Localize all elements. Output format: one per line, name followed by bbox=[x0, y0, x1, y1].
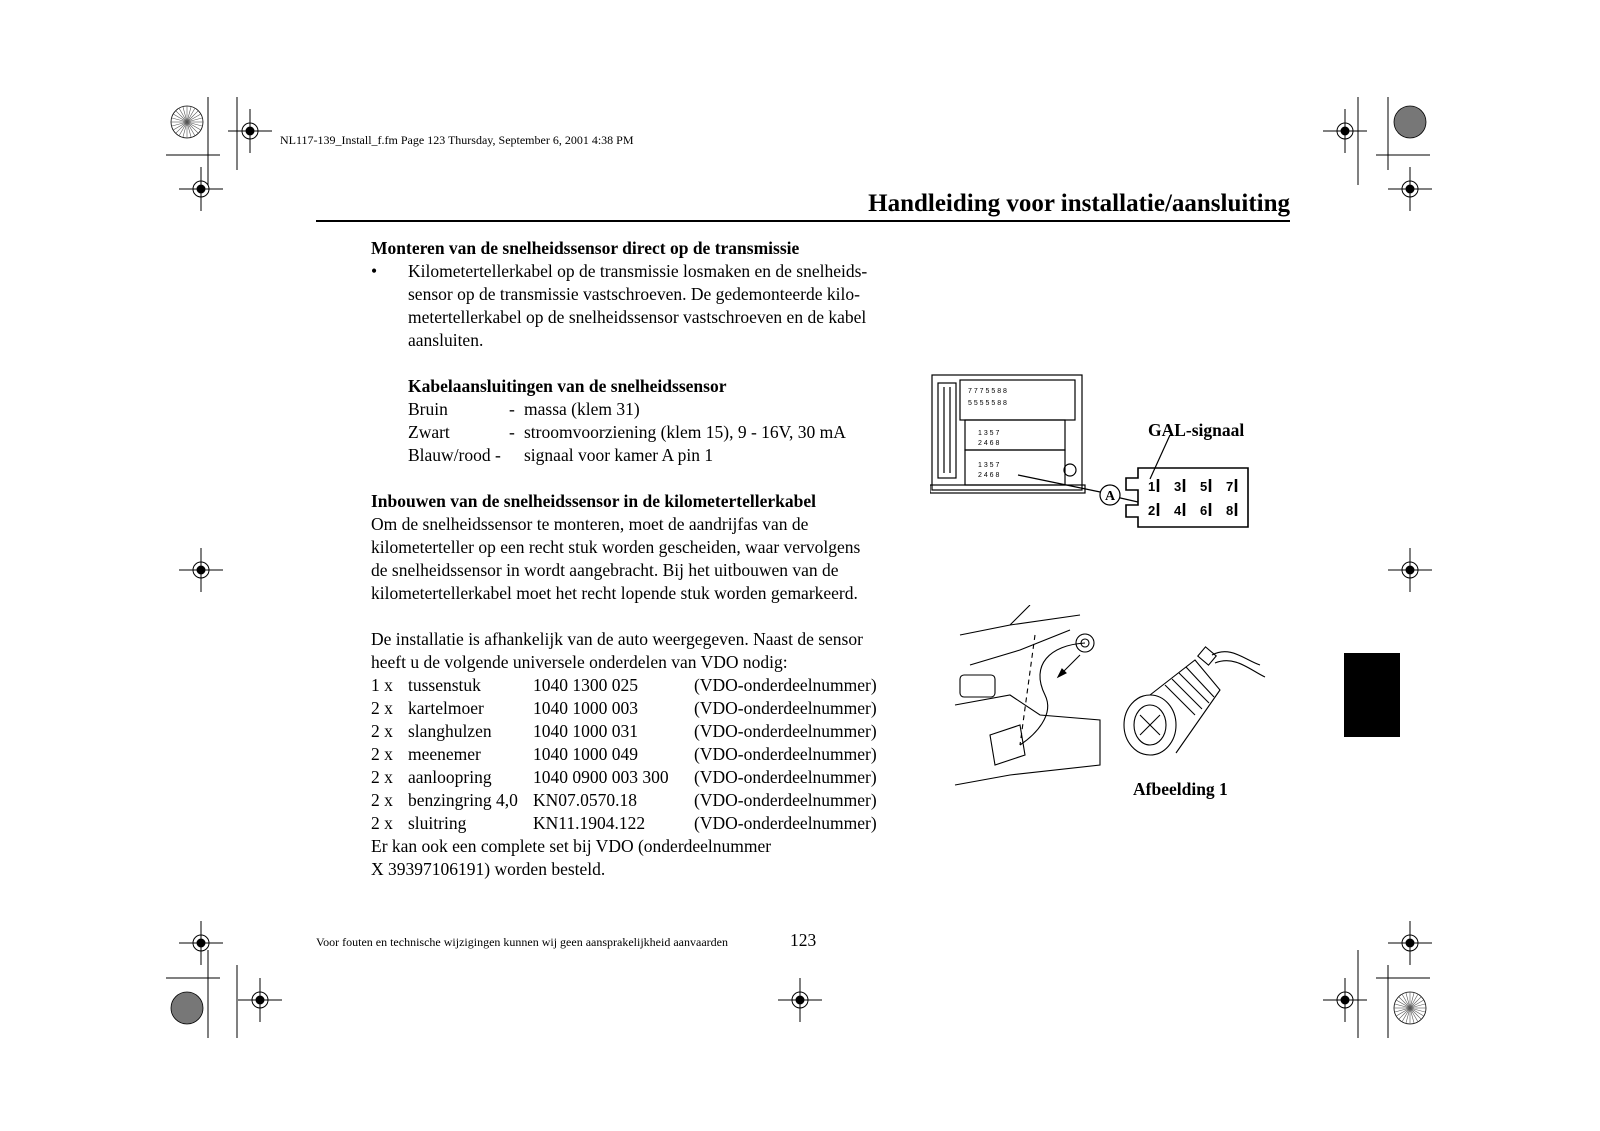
paragraph-line: kilometerteller op een recht stuk worden gescheiden, waar vervolgens bbox=[371, 537, 861, 557]
wire-desc: stroomvoorziening (klem 15), 9 - 16V, 30 mA bbox=[524, 422, 846, 442]
pin-label: 6 bbox=[1200, 503, 1208, 518]
part-note: (VDO-onderdeelnummer) bbox=[694, 813, 877, 833]
wire-color: Blauw/rood - bbox=[408, 445, 501, 465]
wire-sep bbox=[509, 444, 524, 467]
page-title: Handleiding voor installatie/aansluiting bbox=[868, 190, 1290, 217]
cable-row bbox=[408, 398, 931, 421]
paragraph-line: X 39397106191) worden besteld. bbox=[371, 859, 606, 879]
part-name: kartelmoer bbox=[408, 698, 484, 718]
pin-label: 4 bbox=[1174, 503, 1182, 518]
svg-text:1 3 5 7: 1 3 5 7 bbox=[978, 462, 1000, 469]
connector-diagram bbox=[930, 365, 1280, 545]
pin-label: 8 bbox=[1226, 503, 1234, 518]
paragraph-line: De installatie is afhankelijk van de auto weergegeven. Naast de sensor bbox=[371, 629, 863, 649]
bullet-line: sensor op de transmissie vastschroeven. De gedemonteerde kilo- bbox=[408, 284, 860, 304]
part-code: 1040 0900 003 300 bbox=[533, 767, 669, 787]
cable-row bbox=[408, 444, 931, 467]
sensor-illustration bbox=[950, 605, 1270, 805]
part-name: meenemer bbox=[408, 744, 481, 764]
part-name: tussenstuk bbox=[408, 675, 481, 695]
part-name: slanghulzen bbox=[408, 721, 492, 741]
cable-connections bbox=[408, 375, 931, 467]
svg-text:1 3 5 7: 1 3 5 7 bbox=[978, 430, 1000, 437]
part-name: aanloopring bbox=[408, 767, 492, 787]
wire-color: Zwart bbox=[408, 422, 450, 442]
footer-disclaimer: Voor fouten en technische wijzigingen kunnen wij geen aansprakelijkheid aanvaarden bbox=[316, 935, 728, 949]
paragraph-line: Om de snelheidssensor te monteren, moet de aandrijfas van de bbox=[371, 514, 809, 534]
paragraph-line: Er kan ook een complete set bij VDO (onderdeelnummer bbox=[371, 836, 772, 856]
part-code: 1040 1000 049 bbox=[533, 744, 638, 764]
part-code: 1040 1000 031 bbox=[533, 721, 638, 741]
section-heading-transmission: Monteren van de snelheidssensor direct op de transmissie bbox=[371, 238, 800, 258]
part-qty: 2 x bbox=[371, 744, 393, 764]
wire-desc: massa (klem 31) bbox=[524, 399, 640, 419]
bullet-line: Kilometertellerkabel op de transmissie losmaken en de snelheids- bbox=[408, 261, 868, 281]
part-code: KN11.1904.122 bbox=[533, 813, 646, 833]
part-note: (VDO-onderdeelnummer) bbox=[694, 790, 877, 810]
part-qty: 2 x bbox=[371, 698, 393, 718]
body-text bbox=[371, 237, 931, 881]
paragraph-line: heeft u de volgende universele onderdelen van VDO nodig: bbox=[371, 652, 788, 672]
file-slug: NL117-139_Install_f.fm Page 123 Thursday, September 6, 2001 4:38 PM bbox=[280, 133, 634, 147]
svg-text:5 5 5 5 5 8 8: 5 5 5 5 5 8 8 bbox=[968, 400, 1007, 407]
bullet-line: aansluiten. bbox=[408, 330, 484, 350]
parts-list bbox=[371, 674, 931, 835]
part-note: (VDO-onderdeelnummer) bbox=[694, 675, 877, 695]
part-qty: 2 x bbox=[371, 790, 393, 810]
wire-sep: - bbox=[509, 399, 515, 419]
cable-row bbox=[408, 421, 931, 444]
section-tab bbox=[1344, 653, 1400, 737]
wire-color: Bruin bbox=[408, 399, 448, 419]
parts-row bbox=[371, 812, 931, 835]
bullet-dot: • bbox=[371, 261, 378, 281]
part-note: (VDO-onderdeelnummer) bbox=[694, 767, 877, 787]
pin-label: 3 bbox=[1174, 479, 1182, 494]
bullet-line: metertellerkabel op de snelheidssensor vastschroeven en de kabel bbox=[408, 307, 867, 327]
part-qty: 2 x bbox=[371, 813, 393, 833]
marker-a: A bbox=[1104, 489, 1116, 504]
paragraph-line: kilometertellerkabel moet het recht lopende stuk worden gemarkeerd. bbox=[371, 583, 858, 603]
part-qty: 1 x bbox=[371, 675, 393, 695]
part-code: KN07.0570.18 bbox=[533, 790, 638, 810]
gal-signal-label: GAL-signaal bbox=[1148, 420, 1245, 440]
parts-row bbox=[371, 766, 931, 789]
section-heading-install: Inbouwen van de snelheidssensor in de kilometertellerkabel bbox=[371, 491, 816, 511]
parts-row bbox=[371, 697, 931, 720]
pin-label: 5 bbox=[1200, 479, 1208, 494]
part-note: (VDO-onderdeelnummer) bbox=[694, 744, 877, 764]
part-note: (VDO-onderdeelnummer) bbox=[694, 698, 877, 718]
bullet-item bbox=[371, 260, 931, 352]
parts-row bbox=[371, 720, 931, 743]
part-name: benzingring 4,0 bbox=[408, 790, 518, 810]
parts-row bbox=[371, 789, 931, 812]
part-qty: 2 x bbox=[371, 721, 393, 741]
paragraph-line: de snelheidssensor in wordt aangebracht. Bij het uitbouwen van de bbox=[371, 560, 839, 580]
parts-row bbox=[371, 674, 931, 697]
part-code: 1040 1000 003 bbox=[533, 698, 638, 718]
part-name: sluitring bbox=[408, 813, 467, 833]
pin-label: 2 bbox=[1148, 503, 1156, 518]
svg-text:2 4 6 8: 2 4 6 8 bbox=[978, 440, 1000, 447]
part-qty: 2 x bbox=[371, 767, 393, 787]
pin-label: 1 bbox=[1148, 479, 1156, 494]
page-number: 123 bbox=[790, 930, 817, 950]
part-note: (VDO-onderdeelnummer) bbox=[694, 721, 877, 741]
figure-caption: Afbeelding 1 bbox=[1133, 779, 1228, 799]
wire-sep: - bbox=[509, 422, 515, 442]
title-rule bbox=[316, 220, 1290, 222]
parts-row bbox=[371, 743, 931, 766]
section-heading-cables: Kabelaansluitingen van de snelheidssensor bbox=[408, 376, 727, 396]
svg-text:2 4 6 8: 2 4 6 8 bbox=[978, 472, 1000, 479]
wire-desc: signaal voor kamer A pin 1 bbox=[524, 445, 714, 465]
svg-text:7 7 7 5 5 8 8: 7 7 7 5 5 8 8 bbox=[968, 388, 1007, 395]
pin-label: 7 bbox=[1226, 479, 1234, 494]
part-code: 1040 1300 025 bbox=[533, 675, 638, 695]
